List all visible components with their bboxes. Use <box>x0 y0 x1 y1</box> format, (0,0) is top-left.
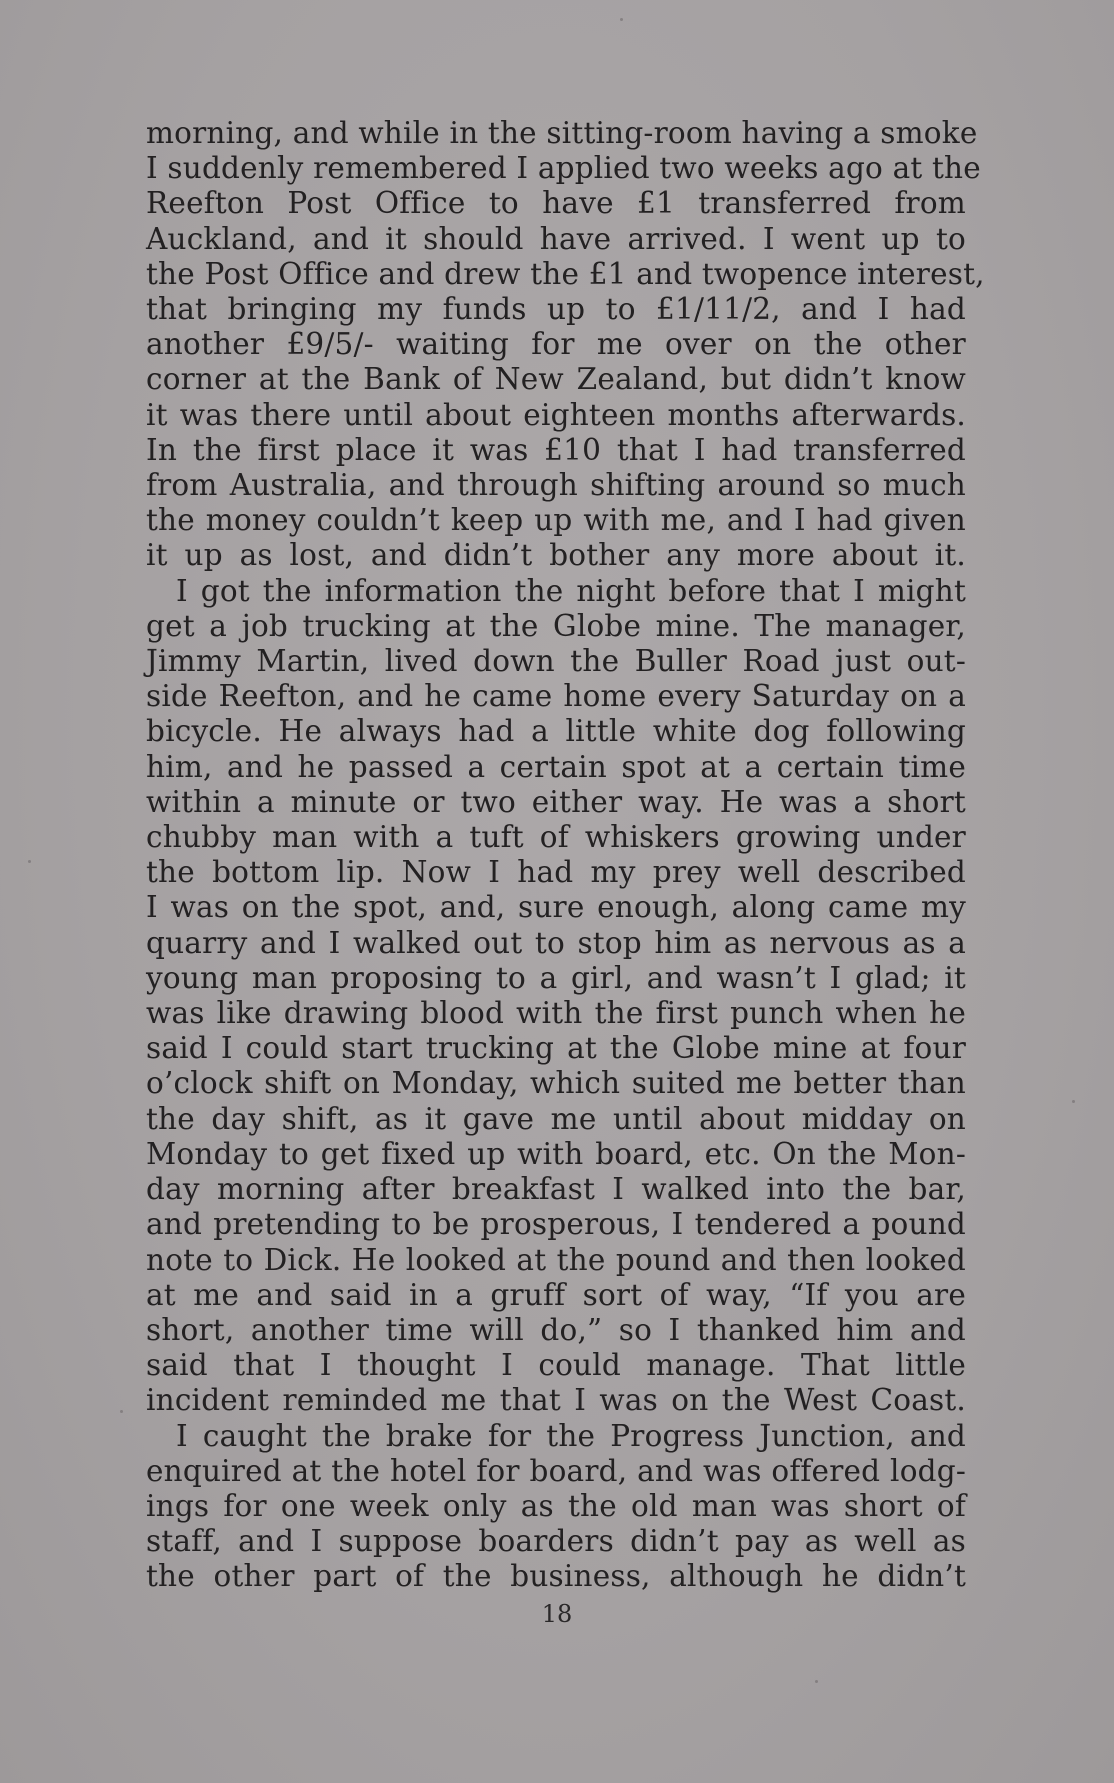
page-number: 18 <box>541 1600 573 1628</box>
text-line: it up as lost, and didn’t bother any more about it. <box>146 538 966 573</box>
text-line: Monday to get fixed up with board, etc. On the Mon- <box>146 1136 966 1171</box>
text-line: I was on the spot, and, sure enough, along came my <box>146 890 966 925</box>
text-line: get a job trucking at the Globe mine. The manager, <box>146 608 966 643</box>
text-line: him, and he passed a certain spot at a certain time <box>146 749 966 784</box>
text-line: that bringing my funds up to £1/11/2, and I had <box>146 292 966 327</box>
text-line: bicycle. He always had a little white dog following <box>146 714 966 749</box>
text-line: staff, and I suppose boarders didn’t pay as well as <box>146 1524 966 1559</box>
text-line: I got the information the night before that I might <box>176 573 966 608</box>
text-line: incident reminded me that I was on the West Coast. <box>146 1383 966 1418</box>
paper-speck <box>620 18 623 21</box>
text-line: Auckland, and it should have arrived. I went up to <box>146 221 966 256</box>
text-line: In the first place it was £10 that I had transferred <box>146 432 966 467</box>
text-line: and pretending to be prosperous, I tendered a pound <box>146 1207 966 1242</box>
text-line: day morning after breakfast I walked into the bar, <box>146 1172 966 1207</box>
text-line: it was there until about eighteen months afterwards. <box>146 397 966 432</box>
text-line: the bottom lip. Now I had my prey well described <box>146 855 966 890</box>
paper-speck <box>1072 1100 1075 1103</box>
text-line: young man proposing to a girl, and wasn’t I glad; it <box>146 960 966 995</box>
text-line: the Post Office and drew the £1 and twopence interest, <box>146 256 985 291</box>
text-line: another £9/5/- waiting for me over on the other <box>146 327 966 362</box>
paper-speck <box>28 860 31 863</box>
text-line: said that I thought I could manage. That little <box>146 1348 966 1383</box>
text-line: note to Dick. He looked at the pound and then looked <box>146 1242 966 1277</box>
paper-speck <box>120 1410 123 1413</box>
text-line: said I could start trucking at the Globe mine at four <box>146 1031 966 1066</box>
text-line: I suddenly remembered I applied two weeks ago at the <box>146 151 981 186</box>
text-line: Jimmy Martin, lived down the Buller Road just out- <box>146 644 966 679</box>
text-line: the day shift, as it gave me until about midday on <box>146 1101 966 1136</box>
text-line: was like drawing blood with the first punch when he <box>146 996 966 1031</box>
body-text <box>146 116 985 1595</box>
text-line: quarry and I walked out to stop him as nervous as a <box>146 925 966 960</box>
paper-speck <box>815 1680 818 1683</box>
text-line: Reefton Post Office to have £1 transferred from <box>146 186 966 221</box>
text-line: from Australia, and through shifting around so much <box>146 468 966 503</box>
text-line: short, another time will do,” so I thanked him and <box>146 1312 966 1347</box>
text-line: the money couldn’t keep up with me, and I had given <box>146 503 966 538</box>
text-line: chubby man with a tuft of whiskers growing under <box>146 820 966 855</box>
text-line: morning, and while in the sitting-room having a smoke <box>146 116 978 150</box>
text-line: corner at the Bank of New Zealand, but didn’t know <box>146 362 966 397</box>
text-line: enquired at the hotel for board, and was offered lodg- <box>146 1453 966 1488</box>
text-line: o’clock shift on Monday, which suited me better than <box>146 1066 966 1101</box>
text-line: I caught the brake for the Progress Junction, and <box>176 1418 966 1453</box>
text-line: side Reefton, and he came home every Saturday on a <box>146 679 966 714</box>
text-line: ings for one week only as the old man was short of <box>146 1488 966 1523</box>
text-line: within a minute or two either way. He was a short <box>146 784 966 819</box>
text-line: the other part of the business, although he didn’t <box>146 1559 966 1594</box>
text-line: at me and said in a gruff sort of way, “If you are <box>146 1277 966 1312</box>
